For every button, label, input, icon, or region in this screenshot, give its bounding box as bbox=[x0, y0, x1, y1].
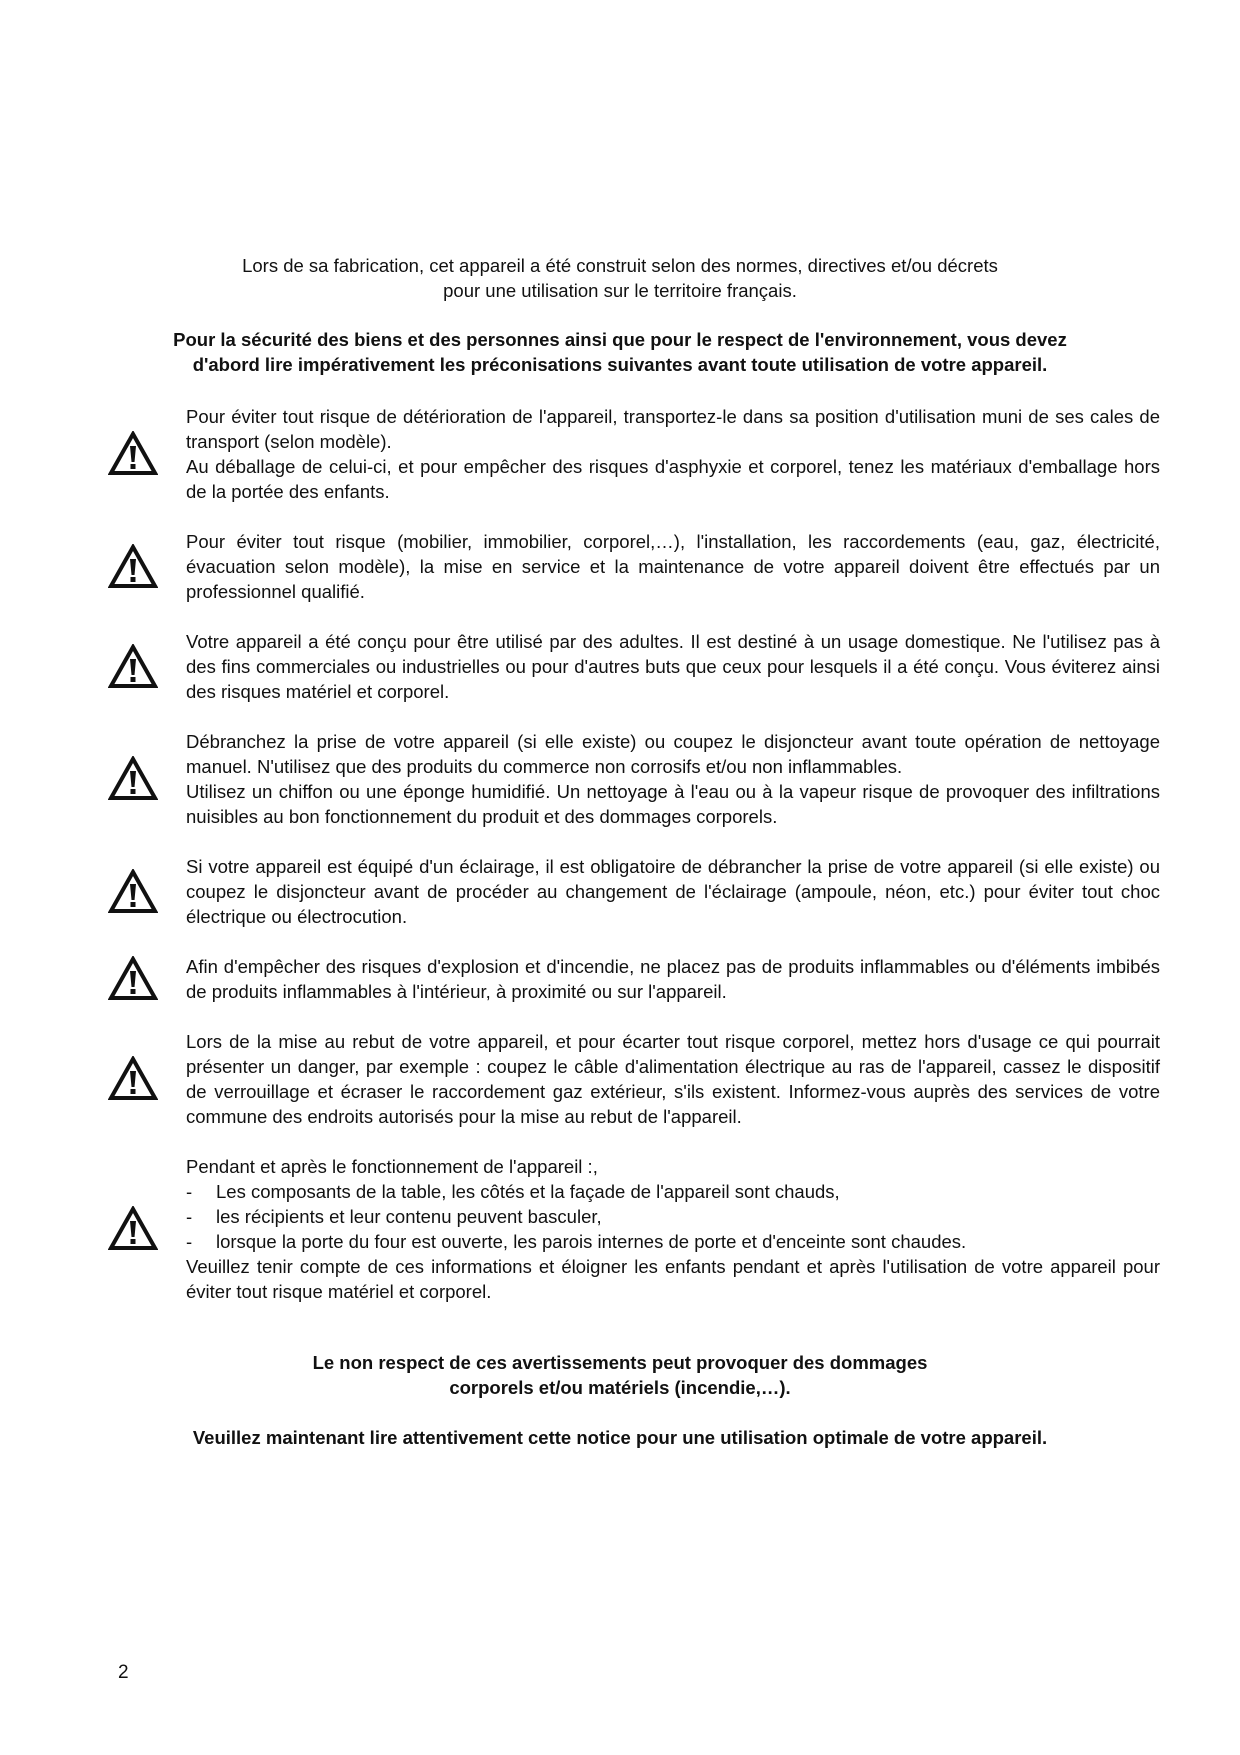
warning-paragraph: Utilisez un chiffon ou une éponge humidifié. Un nettoyage à l'eau ou à la vapeur risque de provoquer des infiltrations nuisibles au bon fonctionnement du produit et des dommages corporels. bbox=[186, 781, 1160, 827]
list-item bbox=[186, 1179, 1160, 1204]
warning-text bbox=[186, 529, 1160, 604]
warning-item bbox=[108, 729, 1160, 829]
page-number: 2 bbox=[118, 1662, 129, 1683]
intro-paragraph bbox=[140, 253, 1100, 303]
list-item-text: Les composants de la table, les côtés et la façade de l'appareil sont chauds, bbox=[216, 1181, 840, 1202]
warning-triangle-icon bbox=[108, 644, 158, 690]
warning-item bbox=[108, 1154, 1160, 1304]
warning-text bbox=[186, 854, 1160, 929]
warning-text bbox=[186, 1029, 1160, 1129]
closing-line-2: corporels et/ou matériels (incendie,…). bbox=[449, 1377, 791, 1398]
list-dash: - bbox=[186, 1181, 193, 1202]
warning-item bbox=[108, 954, 1160, 1004]
warning-paragraph: Veuillez tenir compte de ces informations et éloigner les enfants pendant et après l'utilisation de votre appareil pour éviter tout risque matériel et corporel. bbox=[186, 1256, 1160, 1302]
warning-paragraph: Afin d'empêcher des risques d'explosion et d'incendie, ne placez pas de produits inflammables ou d'éléments imbibés de produits inflammables à l'intérieur, à proximité ou sur l'appareil. bbox=[186, 956, 1160, 1002]
warning-list bbox=[108, 404, 1160, 1329]
list-item-text: les récipients et leur contenu peuvent basculer, bbox=[216, 1206, 602, 1227]
closing-line-1: Le non respect de ces avertissements peut provoquer des dommages bbox=[312, 1352, 928, 1373]
warning-triangle-icon bbox=[108, 431, 158, 477]
warning-paragraph: Votre appareil a été conçu pour être utilisé par des adultes. Il est destiné à un usage domestique. Ne l'utilisez pas à des fins commerciales ou industrielles ou pour d'autres buts que ceux pour lesquels il a été conçu. Vous éviterez ainsi des risques matériel et corporel. bbox=[186, 631, 1160, 702]
warning-text bbox=[186, 1154, 1160, 1304]
list-item-text: lorsque la porte du four est ouverte, les parois internes de porte et d'enceinte sont chaudes. bbox=[216, 1231, 967, 1252]
intro-line-1: Lors de sa fabrication, cet appareil a été construit selon des normes, directives et/ou décrets bbox=[242, 255, 998, 276]
list-item bbox=[186, 1204, 1160, 1229]
intro-line-2: pour une utilisation sur le territoire français. bbox=[443, 280, 797, 301]
warning-paragraph: Débranchez la prise de votre appareil (si elle existe) ou coupez le disjoncteur avant toute opération de nettoyage manuel. N'utilisez que des produits du commerce non corrosifs et/ou non inflammables. bbox=[186, 731, 1160, 777]
warning-triangle-icon bbox=[108, 956, 158, 1002]
warning-paragraph: Au déballage de celui-ci, et pour empêcher des risques d'asphyxie et corporel, tenez les matériaux d'emballage hors de la portée des enfants. bbox=[186, 456, 1160, 502]
warning-text bbox=[186, 729, 1160, 829]
final-instruction: Veuillez maintenant lire attentivement cette notice pour une utilisation optimale de votre appareil. bbox=[192, 1427, 1048, 1448]
list-dash: - bbox=[186, 1206, 193, 1227]
warning-text bbox=[186, 954, 1160, 1004]
warning-paragraph: Pour éviter tout risque de détérioration de l'appareil, transportez-le dans sa position d'utilisation muni de ses cales de transport (selon modèle). bbox=[186, 406, 1160, 452]
warning-triangle-icon bbox=[108, 869, 158, 915]
warning-item bbox=[108, 1029, 1160, 1129]
warning-item bbox=[108, 404, 1160, 504]
warning-triangle-icon bbox=[108, 1056, 158, 1102]
warning-paragraph: Si votre appareil est équipé d'un éclairage, il est obligatoire de débrancher la prise de votre appareil (si elle existe) ou coupez le disjoncteur avant de procéder au changement de l'éclairage (ampoule, néon, etc.) pour éviter tout choc électrique ou électrocution. bbox=[186, 856, 1160, 927]
warning-item bbox=[108, 629, 1160, 704]
warning-text bbox=[186, 629, 1160, 704]
safety-intro-line-1: Pour la sécurité des biens et des personnes ainsi que pour le respect de l'environnement, vous devez bbox=[173, 329, 1067, 350]
warning-triangle-icon bbox=[108, 756, 158, 802]
warning-item bbox=[108, 529, 1160, 604]
warning-text bbox=[186, 404, 1160, 504]
warning-triangle-icon bbox=[108, 544, 158, 590]
list-item bbox=[186, 1229, 1160, 1254]
warning-paragraph: Pour éviter tout risque (mobilier, immobilier, corporel,…), l'installation, les raccordements (eau, gaz, électricité, évacuation selon modèle), la mise en service et la maintenance de votre appareil doivent être effectués par un professionnel qualifié. bbox=[186, 531, 1160, 602]
safety-intro bbox=[120, 327, 1120, 377]
closing-warning bbox=[140, 1350, 1100, 1400]
warning-triangle-icon bbox=[108, 1206, 158, 1252]
warning-item bbox=[108, 854, 1160, 929]
warning-paragraph: Lors de la mise au rebut de votre appareil, et pour écarter tout risque corporel, mettez hors d'usage ce qui pourrait présenter un danger, par exemple : coupez le câble d'alimentation électrique au ras de l'appareil, cassez le dispositif de verrouillage et écraser le raccordement gaz extérieur, s'ils existent. Informez-vous auprès des services de votre commune des endroits autorisés pour la mise au rebut de l'appareil. bbox=[186, 1031, 1160, 1127]
list-dash: - bbox=[186, 1231, 193, 1252]
warning-paragraph: Pendant et après le fonctionnement de l'appareil :, bbox=[186, 1156, 598, 1177]
safety-intro-line-2: d'abord lire impérativement les préconisations suivantes avant toute utilisation de votre appareil. bbox=[192, 354, 1048, 375]
